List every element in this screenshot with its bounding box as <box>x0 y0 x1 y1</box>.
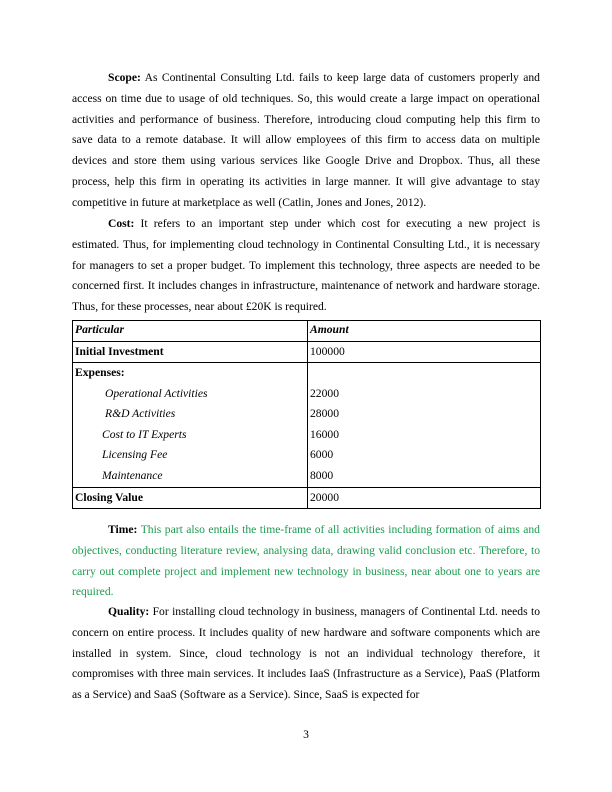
expense-item-label: Maintenance <box>102 468 163 482</box>
header-particular: Particular <box>73 321 308 342</box>
expenses-row <box>73 363 541 488</box>
cost-text: It refers to an important step under which cost for executing a new project is estimated. Thus, for implementing cloud technology in Continental Consulting Ltd., it is necessary for managers to set a proper budget. To implement this technology, three aspects are needed to be concerned first. It includes changes in infrastructure, maintenance of network and hardware storage. Thus, for these processes, near about £20K is required. <box>72 217 540 314</box>
header-amount: Amount <box>308 321 541 342</box>
table-row <box>73 342 541 363</box>
expense-item-value: 8000 <box>310 468 334 482</box>
closing-value-amount: 20000 <box>308 487 541 508</box>
cost-label: Cost: <box>108 217 135 230</box>
cost-paragraph <box>72 214 540 318</box>
closing-value-label: Closing Value <box>73 487 308 508</box>
time-text: This part also entails the time-frame of all activities including formation of aims and objectives, conducting literature review, analysing data, drawing valid conclusion etc. Therefore, to carry out complete project and implement new technology in business, near about one to years are required. <box>72 523 540 599</box>
table-header-row <box>73 321 541 342</box>
quality-text: For installing cloud technology in business, managers of Continental Ltd. needs to concern on entire process. It includes quality of new hardware and software components which are installed in system. Since, cloud technology is not an individual technology therefore, it compromises with three main services. It includes IaaS (Infrastructure as a Service), PaaS (Platform as a Service) and SaaS (Software as a Service). Since, SaaS is expected for <box>72 605 540 702</box>
expense-item-value: 22000 <box>310 386 339 400</box>
initial-investment-label: Initial Investment <box>73 342 308 363</box>
expenses-value-spacer <box>310 363 538 384</box>
expenses-values-cell <box>308 363 541 488</box>
expense-item-label: Cost to IT Experts <box>102 427 187 441</box>
scope-label: Scope: <box>108 71 141 84</box>
expense-item-value: 6000 <box>310 448 334 462</box>
expenses-labels-cell <box>73 363 308 488</box>
scope-paragraph <box>72 68 540 214</box>
expense-item-label: R&D Activities <box>105 407 176 421</box>
expenses-label: Expenses: <box>75 366 125 379</box>
page-number: 3 <box>303 728 309 741</box>
expense-item-value: 16000 <box>310 427 339 441</box>
table-row <box>73 487 541 508</box>
quality-paragraph <box>72 602 540 706</box>
time-label: Time: <box>108 523 138 536</box>
expense-item-label: Licensing Fee <box>102 448 168 462</box>
expense-item-label: Operational Activities <box>105 386 208 400</box>
cost-table <box>72 320 541 509</box>
initial-investment-value: 100000 <box>308 342 541 363</box>
time-paragraph <box>72 520 540 603</box>
quality-label: Quality: <box>108 605 150 618</box>
expense-item-value: 28000 <box>310 407 339 421</box>
scope-text: As Continental Consulting Ltd. fails to keep large data of customers properly and access on time due to usage of old techniques. So, this would create a large impact on operational activities and performance of business. Therefore, introducing cloud computing help this firm to save data to a remote database. It will allow employees of this firm to access data on multiple devices and store them using various services like Google Drive and Dropbox. Thus, all these process, help this firm in operating its activities in large manner. It will give advantage to stay competitive in future at marketplace as well (Catlin, Jones and Jones, 2012). <box>72 71 540 209</box>
